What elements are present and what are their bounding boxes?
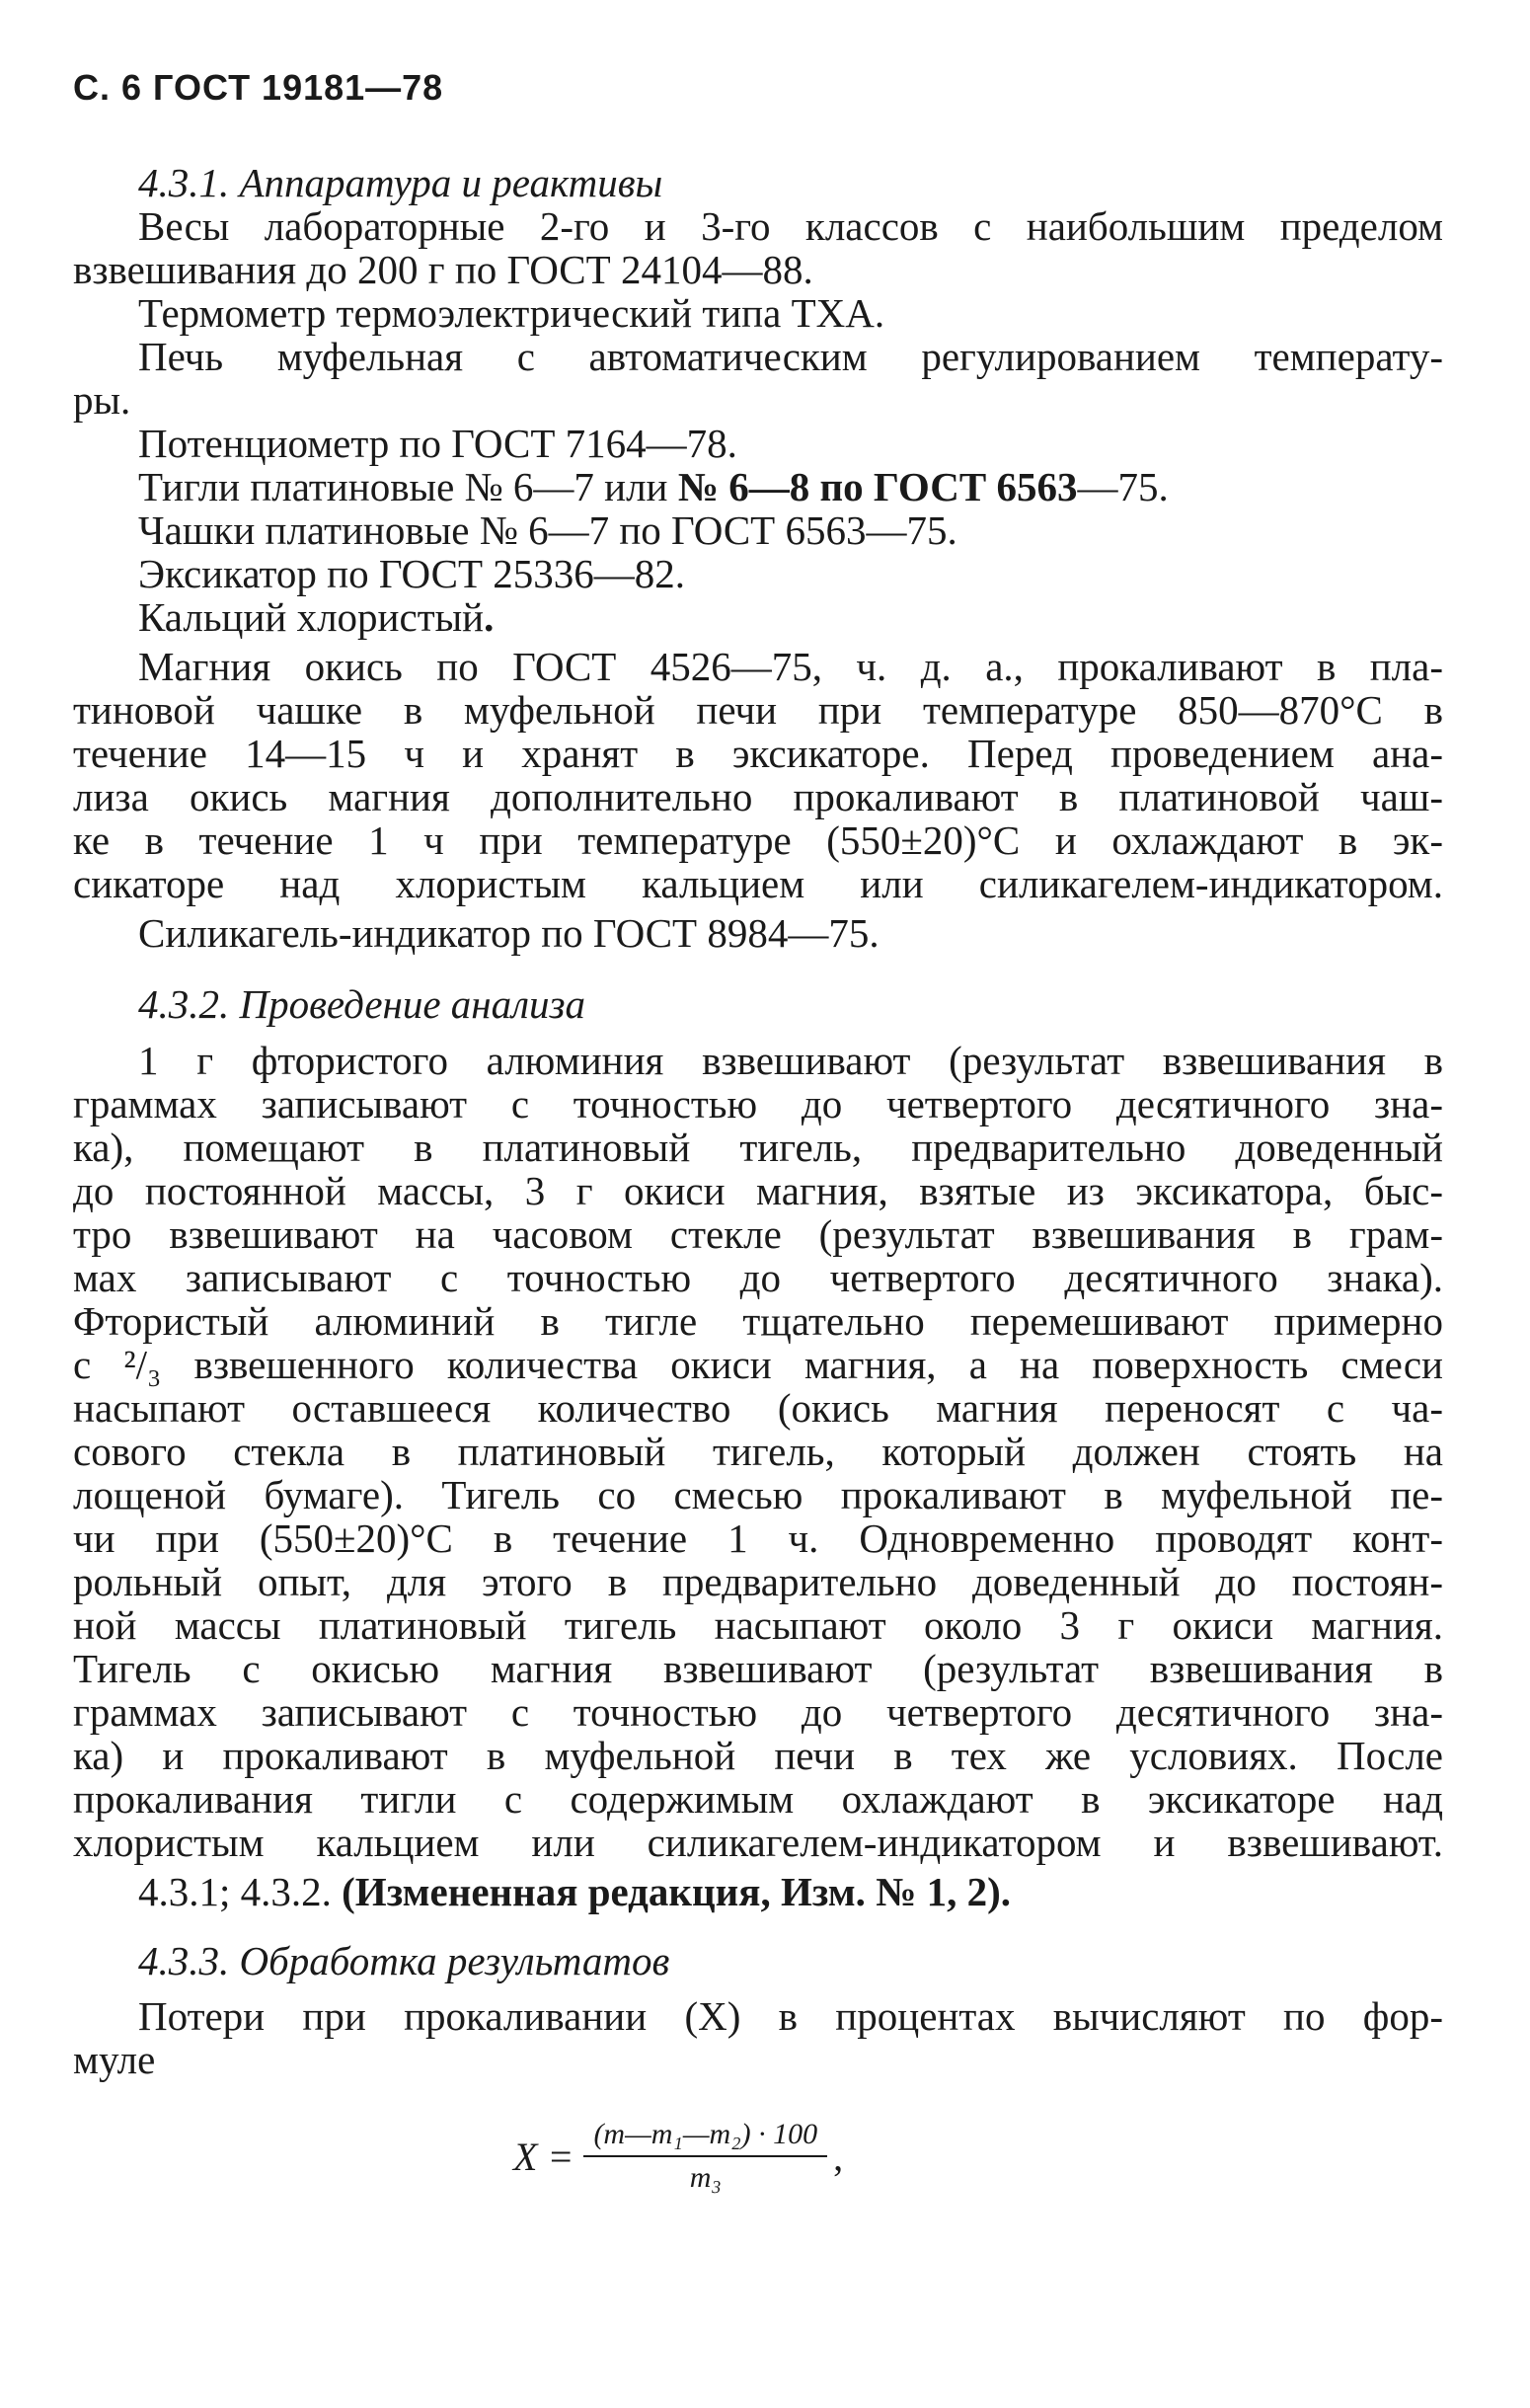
text-line: Чашки платиновые № 6—7 по ГОСТ 6563—75. [138,507,957,553]
text-line: Потери при прокаливании (X) в процентах вычисляют по фор- [138,1993,1443,2039]
formula-comma: , [833,2134,844,2179]
section-title: 4.3.1. Аппаратура и реактивы [138,160,663,205]
amendment-line [73,1870,1443,1913]
section-title: 4.3.2. Проведение анализа [138,981,586,1027]
text-line: граммах записывают с точностью до четвертого десятичного зна- [73,1081,1443,1126]
loss-formula [513,2118,843,2195]
text-line: сикаторе над хлористым кальцием или силикагелем-индикатором. [73,861,1443,906]
text-line: ке в течение 1 ч при температуре (550±20)°С и охлаждают в эк- [73,817,1443,863]
calcium-dot: . [484,594,495,640]
text-line: ной массы платиновый тигель насыпают около 3 г окиси магния. [73,1602,1443,1648]
formula-lhs: X = [513,2134,574,2179]
formula-numerator: (m—m₁—m₂) · 100 [593,2118,818,2150]
text-line: насыпают оставшееся количество (окись магния переносят с ча- [73,1385,1443,1431]
crucibles-amended: № 6—8 по ГОСТ 6563 [677,464,1078,509]
text-line: Фтористый алюминий в тигле тщательно перемешивают примерно [73,1298,1443,1344]
text-line: Потенциометр по ГОСТ 7164—78. [138,421,737,466]
text-line: Печь муфельная с автоматическим регулированием температу- [138,334,1443,379]
text-line: мах записывают с точностью до четвертого десятичного знака). [73,1255,1443,1300]
text-line: тиновой чашке в муфельной печи при температуре 850—870°С в [73,687,1443,733]
formula-denominator: m₃ [689,2161,722,2194]
text-line: взвешивания до 200 г по ГОСТ 24104—88. [73,247,813,292]
text-line: прокаливания тигли с содержимым охлаждают в эксикаторе над [73,1776,1443,1822]
text-line: Эксикатор по ГОСТ 25336—82. [138,551,686,596]
text-line: тро взвешивают на часовом стекле (результат взвешивания в грам- [73,1211,1443,1257]
text-line: Термометр термоэлектрический типа ТХА. [138,290,885,336]
text-line: лощеной бумаге). Тигель со смесью прокаливают в муфельной пе- [73,1472,1443,1517]
text-line: муле [73,2037,156,2082]
section-4-3-3 [73,1939,1443,2081]
text-line: Силикагель-индикатор по ГОСТ 8984—75. [138,910,880,956]
text-line [73,465,1443,508]
crucibles-text: Тигли платиновые № 6—7 или [138,464,678,509]
amendment-note: (Измененная редакция, Изм. № 1, 2). [342,1869,1012,1914]
analysis-paragraph [73,1039,1443,1913]
text-line: течение 14—15 ч и хранят в эксикаторе. Перед проведением ана- [73,731,1443,776]
text-line: сового стекла в платиновый тигель, который должен стоять на [73,1429,1443,1474]
text-line: Тигель с окисью магния взвешивают (результат взвешивания в [73,1646,1443,1691]
text-line: хлористым кальцием или силикагелем-индикатором и взвешивают. [73,1820,1443,1865]
section-4-3-2 [73,982,1443,1026]
text-line: ка) и прокаливают в муфельной печи в тех же условиях. После [73,1733,1443,1778]
text-line: ры. [73,377,131,423]
section-4-3-1 [73,161,1443,639]
text-line [73,595,1443,639]
text-line: 1 г фтористого алюминия взвешивают (результат взвешивания в [138,1038,1443,1083]
magnesia-paragraph [73,645,1443,955]
formula-fraction [583,2118,827,2195]
calcium-text: Кальций хлористый [138,594,485,640]
page-header: С. 6 ГОСТ 19181—78 [73,67,444,108]
section-title: 4.3.3. Обработка результатов [138,1938,670,1983]
text-line: до постоянной массы, 3 г окиси магния, взятые из эксикатора, быс- [73,1168,1443,1213]
text-line: ка), помещают в платиновый тигель, предварительно доведенный [73,1125,1443,1170]
text-line: рольный опыт, для этого в предварительно доведенный до постоян- [73,1559,1443,1604]
text-line: чи при (550±20)°С в течение 1 ч. Одновременно проводят конт- [73,1515,1443,1561]
crucibles-year: —75. [1077,464,1169,509]
text-line: с ²/₃ взвешенного количества окиси магния, а на поверхность смеси [73,1342,1443,1387]
text-line: Весы лабораторные 2-го и 3-го классов с наибольшим пределом [138,203,1443,249]
text-line: граммах записывают с точностью до четвертого десятичного зна- [73,1689,1443,1735]
text-line: Магния окись по ГОСТ 4526—75, ч. д. а., прокаливают в пла- [138,644,1443,689]
text-line: лиза окись магния дополнительно прокаливают в платиновой чаш- [73,774,1443,819]
amendment-ref: 4.3.1; 4.3.2. [138,1869,343,1914]
